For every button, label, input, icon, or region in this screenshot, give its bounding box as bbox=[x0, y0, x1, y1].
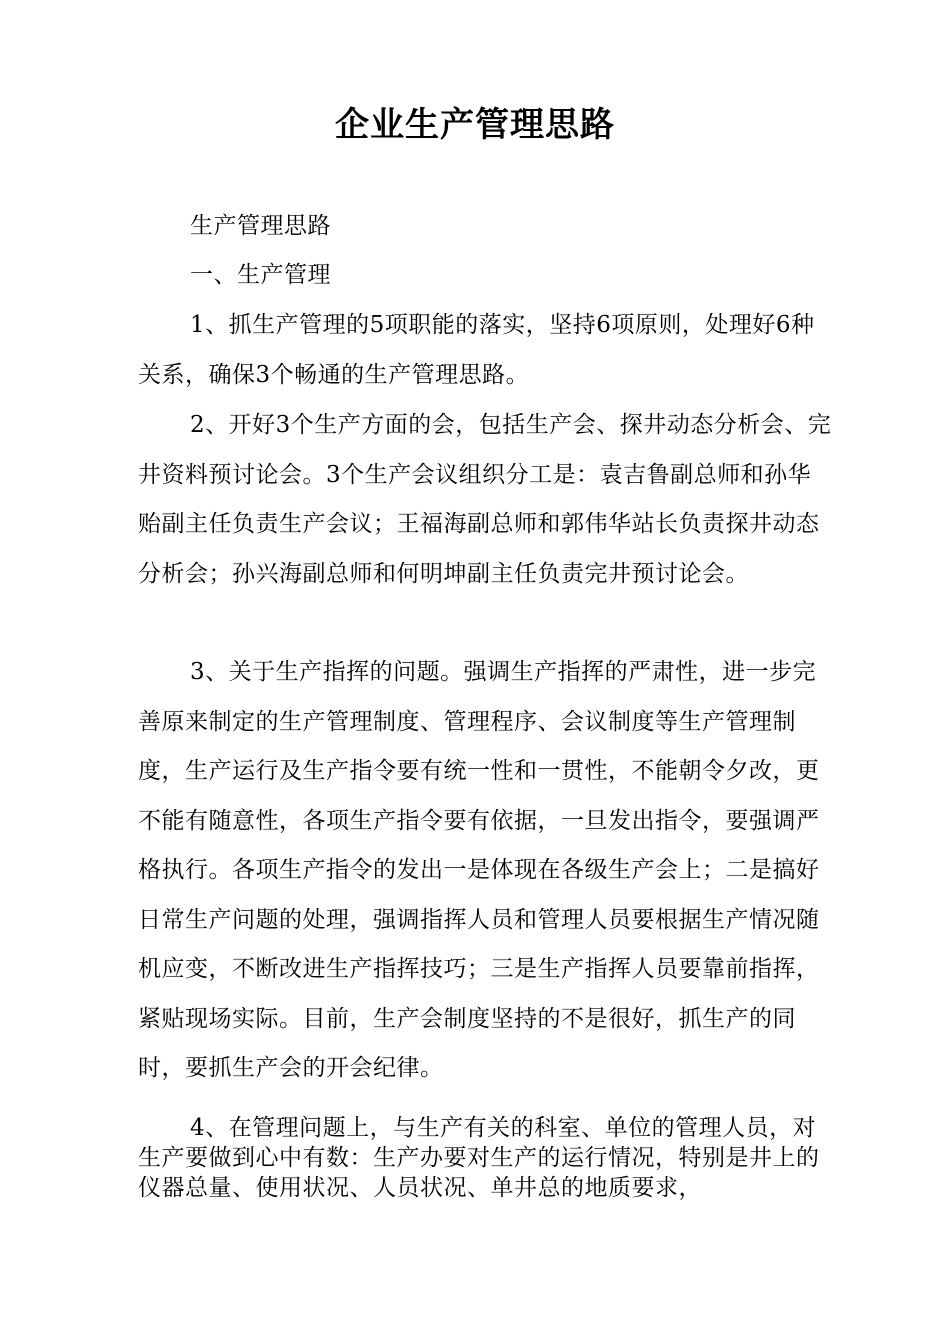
paragraph-item-3: 3、关于生产指挥的问题。强调生产指挥的严肃性，进一步完善原来制定的生产管理制度、管理程序、会议制度等生产管理制度，生产运行及生产指令要有统一性和一贯性，不能朝令夕改，更不能有随意性，各项生产指令要有依据，一旦发出指令，要强调严格执行。各项生产指令的发出一是体现在各级生产会上；二是搞好日常生产问题的处理，强调指挥人员和管理人员要根据生产情况随机应变，不断改进生产指挥技巧；三是生产指挥人员要靠前指挥，紧贴现场实际。目前，生产会制度坚持的不是很好，抓生产的同时，要抓生产会的开会纪律。 bbox=[138, 659, 820, 1081]
paragraph-item-2: 2、开好3个生产方面的会，包括生产会、探井动态分析会、完井资料预讨论会。3个生产会议组织分工是：袁吉鲁副总师和孙华贻副主任负责生产会议；王福海副总师和郭伟华站长负责探井动态分析会；孙兴海副总师和何明坤副主任负责完井预讨论会。 bbox=[138, 412, 832, 587]
paragraph-item-1: 1、抓生产管理的5项职能的落实，坚持6项原则，处理好6种关系，确保3个畅通的生产管理思路。 bbox=[138, 312, 815, 388]
document-title: 企业生产管理思路 bbox=[335, 105, 615, 145]
paragraph-item-4: 4、在管理问题上，与生产有关的科室、单位的管理人员，对生产要做到心中有数：生产办要对生产的运行情况，特别是井上的仪器总量、使用状况、人员状况、单井总的地质要求， bbox=[138, 1115, 820, 1201]
paragraph-section-one: 一、生产管理 bbox=[190, 262, 331, 288]
paragraph-heading: 生产管理思路 bbox=[190, 213, 331, 239]
